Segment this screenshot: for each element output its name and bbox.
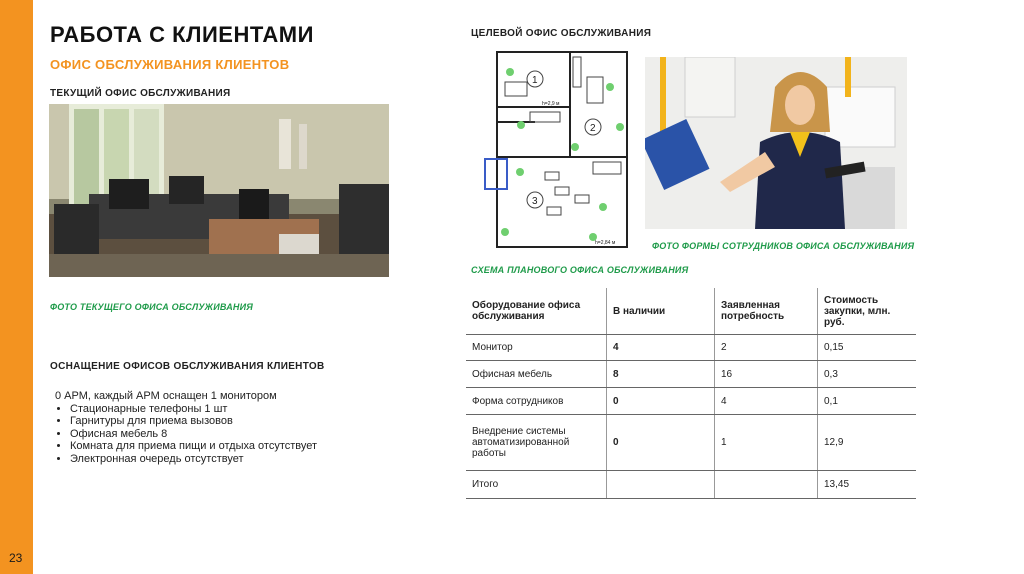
table-header-cell: Заявленная потребность — [715, 288, 818, 335]
table-header-cell: Стоимость закупки, млн. руб. — [818, 288, 917, 335]
table-cell: Форма сотрудников — [466, 388, 607, 415]
equipment-intro: 0 АРМ, каждый АРМ оснащен 1 монитором — [55, 390, 277, 402]
plan-room-3: 3 — [532, 196, 538, 207]
table-cell — [715, 471, 818, 499]
table-cell: 4 — [607, 335, 715, 361]
table-row — [466, 361, 916, 388]
current-office-photo-caption: ФОТО ТЕКУЩЕГО ОФИСА ОБСЛУЖИВАНИЯ — [50, 302, 254, 312]
floor-plan — [475, 47, 632, 258]
table-cell: 16 — [715, 361, 818, 388]
plan-caption: СХЕМА ПЛАНОВОГО ОФИСА ОБСЛУЖИВАНИЯ — [471, 265, 689, 275]
table-row — [466, 388, 916, 415]
equipment-item: • Офисная мебель 8 — [70, 428, 317, 441]
table-cell: 1 — [715, 415, 818, 471]
plan-height-1: h=2,9 м — [542, 101, 560, 107]
equipment-item: • Стационарные телефоны 1 шт — [70, 403, 317, 416]
table-cell: 0 — [607, 388, 715, 415]
equipment-list — [55, 390, 317, 465]
table-cell: 0,3 — [818, 361, 917, 388]
table-header-cell: В наличии — [607, 288, 715, 335]
table-cell: Итого — [466, 471, 607, 499]
table-cell: 13,45 — [818, 471, 917, 499]
equipment-item: • Комната для приема пищи и отдыха отсутствует — [70, 440, 317, 453]
table-row — [466, 471, 916, 499]
table-cell: 8 — [607, 361, 715, 388]
table-row — [466, 415, 916, 471]
equipment-heading: ОСНАЩЕНИЕ ОФИСОВ ОБСЛУЖИВАНИЯ КЛИЕНТОВ — [50, 361, 325, 372]
table-cell: Офисная мебель — [466, 361, 607, 388]
uniform-photo-illustration — [645, 57, 907, 229]
target-office-heading: ЦЕЛЕВОЙ ОФИС ОБСЛУЖИВАНИЯ — [471, 28, 652, 39]
table-cell: 2 — [715, 335, 818, 361]
equipment-item: • Электронная очередь отсутствует — [70, 453, 317, 466]
table-cell: Монитор — [466, 335, 607, 361]
plan-height-3: h=2,84 м — [595, 240, 616, 246]
page-subtitle: ОФИС ОБСЛУЖИВАНИЯ КЛИЕНТОВ — [50, 57, 290, 72]
table-cell: 4 — [715, 388, 818, 415]
page-number: 23 — [9, 551, 23, 565]
plan-room-2: 2 — [590, 123, 596, 134]
current-office-photo — [49, 104, 389, 277]
table-cell: 0,15 — [818, 335, 917, 361]
table-cell: Внедрение системы автоматизированной работы — [466, 415, 607, 471]
table-header-cell: Оборудование офиса обслуживания — [466, 288, 607, 335]
table-cell: 0 — [607, 415, 715, 471]
orange-sidebar — [0, 0, 33, 574]
table-cell — [607, 471, 715, 499]
uniform-photo — [645, 57, 907, 229]
table-cell: 0,1 — [818, 388, 917, 415]
current-office-heading: ТЕКУЩИЙ ОФИС ОБСЛУЖИВАНИЯ — [50, 88, 231, 99]
page-title: РАБОТА С КЛИЕНТАМИ — [50, 22, 314, 47]
equipment-item: • Гарнитуры для приема вызовов — [70, 415, 317, 428]
table-cell: 12,9 — [818, 415, 917, 471]
plan-room-1: 1 — [532, 75, 538, 86]
table-row — [466, 335, 916, 361]
uniform-photo-caption: ФОТО ФОРМЫ СОТРУДНИКОВ ОФИСА ОБСЛУЖИВАНИЯ — [652, 241, 915, 251]
floor-plan-drawing — [475, 47, 632, 258]
table-header-row — [466, 288, 916, 335]
equipment-table — [466, 288, 916, 499]
office-photo-illustration — [49, 104, 389, 277]
